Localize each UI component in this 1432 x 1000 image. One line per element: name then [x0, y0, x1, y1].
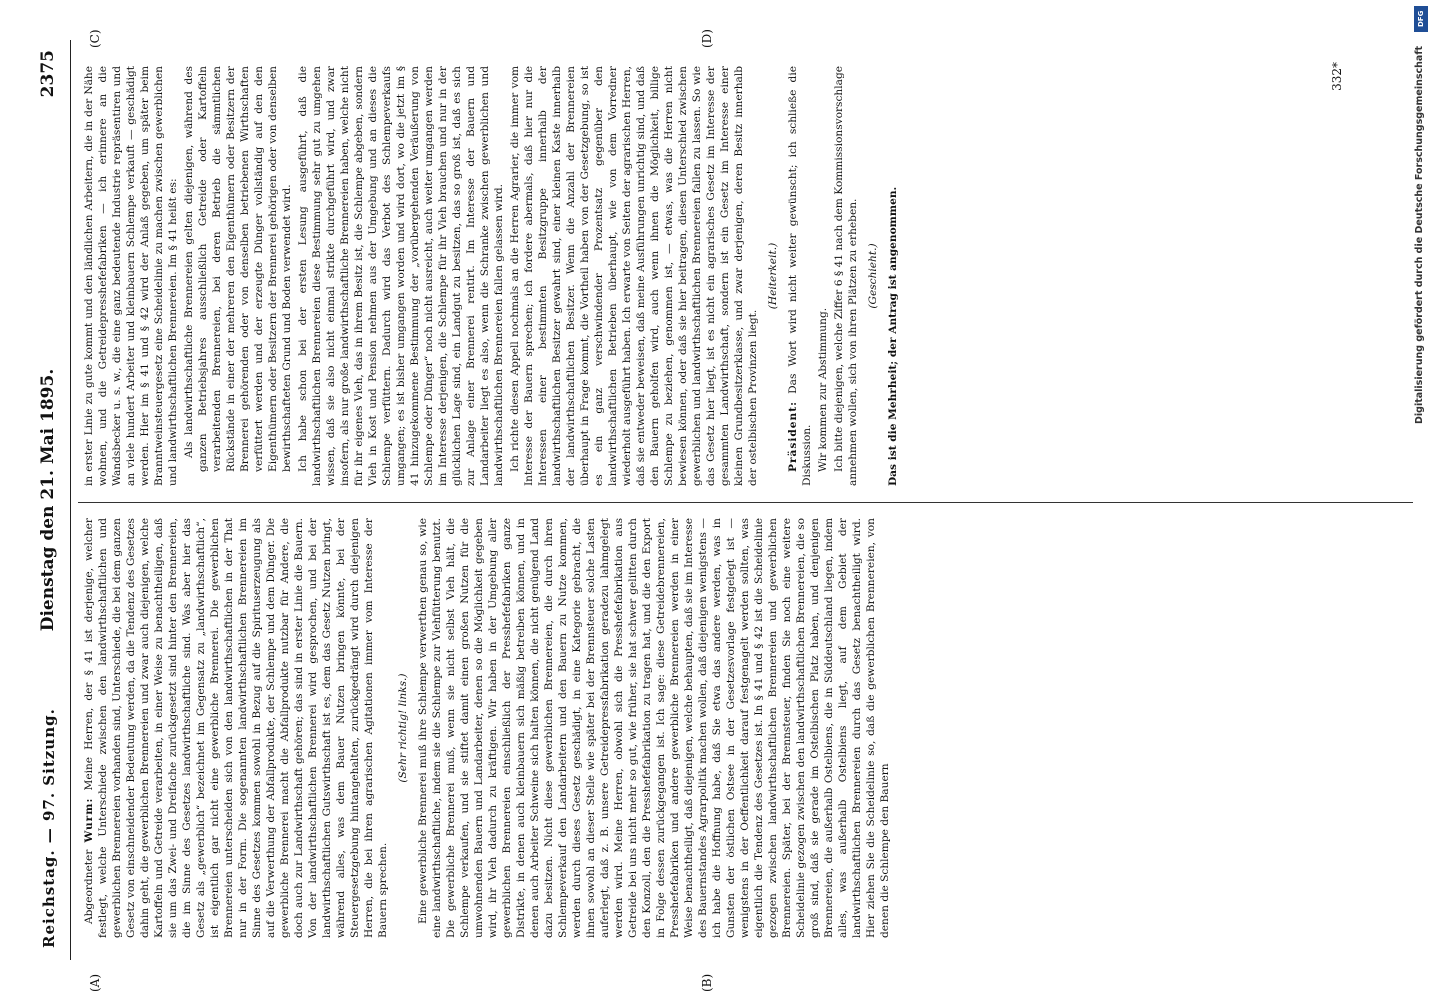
page-header: [30, 40, 70, 960]
speaker-name: Präsident:: [787, 400, 799, 472]
paragraph: Wir kommen zur Abstimmung.: [817, 307, 829, 472]
header-left: Reichstag. — 97. Sitzung.: [40, 708, 58, 948]
right-column: [82, 66, 902, 486]
footer-number: 332*: [1330, 62, 1344, 91]
paragraph: Das ist die Mehrheit; der Antrag ist angenommen.: [887, 186, 899, 486]
header-date: Dienstag den 21. Mai 1895.: [38, 368, 58, 632]
left-column: [82, 518, 894, 938]
digitization-watermark: [1410, 6, 1430, 994]
marker-b: (B): [700, 973, 714, 992]
paragraph: [786, 66, 814, 486]
paragraph-text: Das Wort wird nicht weiter gewünscht; ich schließe die Diskussion.: [787, 66, 813, 486]
interjection: (Geschieht.): [867, 243, 879, 309]
header-rule: [70, 40, 71, 960]
marker-c: (C): [88, 29, 102, 48]
quoted-law: Als landwirthschaftliche Brennereien gelten diejenigen, während des ganzen Betriebsjahres ausschließlich Getreide oder Kartoffeln verarbeitenden Brennereien, bei deren Betrieb die sämmtlichen Rückstände in einer der mehreren den Eigenthümern oder Besitzern der Brennerei gehörenden oder von denselben betriebenen Wirthschaften verfüttert werden und der erzeugte Dünger vollständig auf den den Eigenthümern oder Besitzern der Brennerei gehörigen oder von denselben bewirthschafteten Grund und Boden verwendet wird.: [183, 66, 293, 472]
paragraph: in erster Linie zu gute kommt und den ländlichen Arbeitern, die in der Nähe wohnen, und die Getreidepresshefefabriken — ich erinnere an die Wandsbecker u. s. w., die eine ganz bedeutende Industrie repräsentiren und an viele hundert Arbeiter und kleinbauern Schlempe verkauft — geschädigt werden. Hier im § 41 und § 42 wird der Anlaß gegeben, um später beim Branntweinsteuergesetz eine Scheidelinie zu machen zwischen gewerblichen und landwirthschaftlichen Brennereien. Im § 41 heißt es:: [83, 66, 179, 486]
paragraph: [82, 518, 390, 938]
interjection: (Heiterkeit.): [767, 242, 779, 310]
watermark-text: Digitalisierung gefördert durch die Deutsche Forschungsgemeinschaft: [1414, 46, 1425, 424]
marker-a: (A): [88, 973, 102, 992]
speaker-name: Wurm:: [83, 797, 95, 843]
page-number: 2375: [38, 50, 58, 98]
paragraph: Ich habe schon bei der ersten Lesung ausgeführt, daß die landwirthschaftlichen Brennereien diese Bestimmung sehr gut zu umgehen wissen, daß sie also nicht einmal strikte durchgeführt wird, und zwar insofern, als nur große landwirthschaftliche Brennereien haben, welche nicht für ihr eigenes Vieh, das in ihrem Besitz ist, die Schlempe abgeben, sondern Vieh in Kost und Pension nehmen aus der Umgebung und an dieses die Schlempe verfüttern. Dadurch wird das Verbot des Schlempeverkaufs umgangen; es ist bisher umgangen worden und wird dort, wo die jetzt im § 41 hinzugekommene Bestimmung der „vorübergehenden Veräußerung von Schlempe oder Dünger“ noch nicht ausreicht, auch weiter umgangen werden im Interesse derjenigen, die Schlempe für ihr Vieh brauchen und nur in der glücklichen Lage sind, ein Landgut zu besitzen, das so groß ist, daß es sich zur Anlage einer Brennerei rentirt. Im Interesse der Bauern und Landarbeiter liegt es also, wenn die Schranke zwischen gewerblichen und landwirthschaftlichen Brennereien fallen gelassen wird.: [297, 66, 505, 486]
speaker-prefix: Abgeordneter: [83, 849, 95, 924]
paragraph: Ich richte diesen Appell nochmals an die Herren Agrarier, die immer vom Interesse der Bauern sprechen; ich fordere abermals, daß hier nur die Interessen einer bestimmten Besitzgruppe innerhalb der landwirthschaftlichen Besitzer gewahrt sind, einer kleinen Kaste innerhalb der landwirthschaftlichen Besitzer. Wenn die Anzahl der Brennereien überhaupt in Frage kommt, die Vortheil haben von der Gesetzgebung, so ist es ein ganz verschwindender Prozentsatz gegenüber den landwirthschaftlichen Betrieben überhaupt, wie von dem Vorredner wiederholt ausgeführt haben. Ich erwarte von Seiten der agrarischen Herren, daß sie entweder beweisen, daß meine Ausführungen unrichtig sind, und daß den Bauern geholfen wird, auch wenn ihnen die Möglichkeit, billige Schlempe zu beziehen, genommen ist, — etwas, was die Herren nicht bewiesen können, oder daß sie hier beitragen, diesen Unterschied zwischen gewerblichen und landwirthschaftlichen Brennereien fallen zu lassen. So wie das Gesetz hier liegt, ist es nicht ein agrarisches Gesetz im Interesse der gesammten Landwirthschaft, sondern ist ein Gesetz im Interesse einer kleinen Grundbesitzerklasse, und zwar derjenigen, deren Besitz innerhalb der ostelbischen Provinzen liegt.: [509, 65, 759, 486]
interjection: (Sehr richtig! links.): [397, 673, 409, 783]
paragraph-text: Meine Herren, der § 41 ist derjenige, welcher festlegt, welche Unterschiede zwischen den landwirthschaftlichen und gewerblichen Brennereien vorhanden sind, Unterschiede, die bei dem ganzen Gesetz von einschneidender Bedeutung werden, da die Tendenz des Gesetzes dahin geht, die gewerblichen Brennereien und zwar auch diejenigen, welche Kartoffeln und Getreide verarbeiten, in einer Weise zu benachtheiligen, daß sie um das Zwei- und Dreifache zurückgesetzt sind hinter den Brennereien, die im Sinne des Gesetzes landwirthschaftliche sind. Was aber hier das Gesetz als „gewerblich“ bezeichnet im Gegensatz zu „landwirthschaftlich“, ist eigentlich gar nicht eine gewerbliche Brennerei. Die gewerblichen Brennereien unterscheiden sich von den landwirthschaftlichen in der That nur in der Form. Die sogenannten landwirthschaftlichen Brennereien im Sinne des Gesetzes kommen sowohl in Bezug auf die Spirituserzeugung als auf die Verwerthung der Abfallprodukte, der Schlempe und dem Dünger. Die gewerbliche Brennerei macht die Abfallprodukte nutzbar für Andere, die doch auch zur Landwirthschaft gehören; das sind in erster Linie die Bauern. Von der landwirthschaftlichen Brennerei wird gesprochen, und bei der landwirthschaftlichen Gutswirthschaft ist es, dem das Gesetz Nutzen bringt, während alles, was dem Bauer Nutzen bringen könnte, bei der Steuergesetzgebung hintangehalten, zurückgedrängt wird durch diejenigen Herren, die bei ihren agrarischen Agitationen immer vom Interesse der Bauern sprechen.: [83, 518, 389, 938]
paragraph: Eine gewerbliche Brennerei muß ihre Schlempe verwerthen genau so, wie eine landwirthschaftliche, indem sie die Schlempe zur Viehfütterung benutzt. Die gewerbliche Brennerei muß, wenn sie nicht selbst Vieh hält, die Schlempe verkaufen, und sie stiftet damit einen großen Nutzen für die umwohnenden Bauern und Landarbeiter, denen so die Möglichkeit gegeben wird, ihr Vieh dadurch zu kräftigen. Wir haben in der Umgebung aller gewerblichen Brennereien einschließlich der Presshefefabriken ganze Distrikte, in denen auch kleinbauern sich mäßig betreiben können, und in denen auch Arbeiter Schweine sich halten können, die nicht genügend Land dazu besitzen. Nicht diese gewerblichen Brennereien, die durch ihren Schlempeverkauf den Landarbeitern und den Bauern zu Nutze kommen, werden durch dieses Gesetz geschädigt, in eine Kategorie gebracht, die ihnen sowohl an dieser Stelle wie später bei der Brennsteuer solche Lasten auferlegt, daß z. B. unsere Getreidepressfabrikation geradezu lahmgelegt werden wird. Meine Herren, obwohl sich die Presshefefabrikation aus Getreide bei uns nicht mehr so gut, wie früher, sie hat schwer gelitten durch den Konzoll, den die Presshefefabrikation zu tragen hat, und die den Export in Folge dessen zurückgegangen ist. Ich sage: diese Getreidebrennereien, Presshefefabriken und andere gewerbliche Brennereien werden in einer Weise benachtheiligt, daß diejenigen, welche behaupten, daß sie im Interesse des Bauernstandes Agrarpolitik machen wollen, daß diejenigen wenigstens — ich habe die Hoffnung habe, daß Sie etwa das andere werden, was in Gunsten der östlichen Ostsee in der Gesetzesvorlage festgelegt ist — wenigstens in der Oeffentlichkeit darauf festgenagelt werden sollten, was eigentlich die Tendenz des Gesetzes ist. In § 41 und § 42 ist die Scheidelinie gezogen zwischen landwirthschaftlichen Brennereien und gewerblichen Brennereien. Später, bei der Brennsteuer, finden Sie noch eine weitere Scheidelinie gezogen zwischen den landwirthschaftlichen Brennereien, die so groß sind, daß sie gerade im Ostelbischen Platz haben, und denjenigen Brennereien, die außerhalb Ostelbiens, die in Süddeutschland liegen, indem alles, was außerhalb Ostelbiens liegt, auf dem Gebiet der landwirthschaftlichen Brennereien durch das Gesetz benachtheiligt wird. Hier ziehen Sie die Scheidelinie so, daß die gewerblichen Brennereien, von denen die Schlempe den Bauern: [417, 518, 891, 938]
marker-d: (D): [700, 29, 714, 48]
dfg-logo: DFG: [1414, 6, 1428, 32]
column-divider: [78, 502, 1413, 503]
paragraph: Ich bitte diejenigen, welche Ziffer 6 § 41 nach dem Kommissionsvorschlage annehmen wollen, sich von ihren Plätzen zu erheben.: [833, 66, 859, 486]
